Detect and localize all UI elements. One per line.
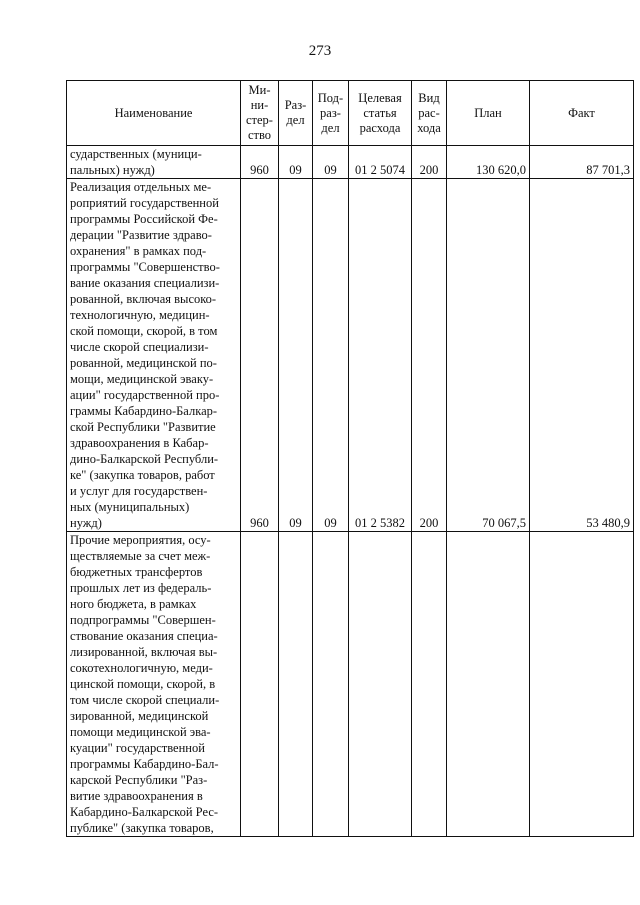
row-expense xyxy=(412,532,447,837)
header-target: Целевая статья расхода xyxy=(349,81,412,146)
row-section xyxy=(279,532,313,837)
row-plan: 130 620,0 xyxy=(447,146,530,179)
budget-table xyxy=(66,80,634,837)
table-row xyxy=(67,532,634,837)
header-section: Раз- дел xyxy=(279,81,313,146)
table-header-row xyxy=(67,81,634,146)
row-name: Прочие мероприятия, осу- ществляемые за счет меж- бюджетных трансфертов прошлых лет из федераль- ного бюджета, в рамках подпрограммы "Совершен- ствование оказания специа- лизированной, включая вы- сокотехнологичную, меди- цинской помощи, скорой, в том числе скорой специали- зированной, медицинской помощи медицинской эва- куации" государственной программы Кабардино-Бал- карской Республики "Раз- витие здравоохранения в Кабардино-Балкарской Рес- публике" (закупка товаров, xyxy=(67,532,241,837)
row-name: Реализация отдельных ме- роприятий государственной программы Российской Фе- дерации "Развитие здраво- охранения" в рамках под- программы "Совершенство- вание оказания специализи- рованной, включая высоко- технологичную, медицин- ской помощи, скорой, в том числе скорой специализи- рованной, медицинской по- мощи, медицинской эваку- ации" государственной про- граммы Кабардино-Балкар- ской Республики "Развитие здравоохранения в Кабар- дино-Балкарской Республи- ке" (закупка товаров, работ и услуг для государствен- ных (муниципальных) нужд) xyxy=(67,179,241,532)
row-fact: 53 480,9 xyxy=(530,179,634,532)
header-subsection: Под- раз- дел xyxy=(313,81,349,146)
header-fact: Факт xyxy=(530,81,634,146)
row-expense: 200 xyxy=(412,179,447,532)
row-target xyxy=(349,532,412,837)
row-plan: 70 067,5 xyxy=(447,179,530,532)
table-row xyxy=(67,179,634,532)
header-name: Наименование xyxy=(67,81,241,146)
header-expense: Вид рас- хода xyxy=(412,81,447,146)
row-section: 09 xyxy=(279,179,313,532)
header-ministry: Ми- ни- стер- ство xyxy=(241,81,279,146)
page-number: 273 xyxy=(308,43,332,59)
row-fact xyxy=(530,532,634,837)
row-ministry xyxy=(241,532,279,837)
row-expense: 200 xyxy=(412,146,447,179)
row-subsection xyxy=(313,532,349,837)
row-target: 01 2 5382 xyxy=(349,179,412,532)
row-target: 01 2 5074 xyxy=(349,146,412,179)
row-ministry: 960 xyxy=(241,146,279,179)
row-subsection: 09 xyxy=(313,179,349,532)
row-plan xyxy=(447,532,530,837)
row-section: 09 xyxy=(279,146,313,179)
row-name: сударственных (муници- пальных) нужд) xyxy=(67,146,241,179)
table-row xyxy=(67,146,634,179)
row-fact: 87 701,3 xyxy=(530,146,634,179)
row-ministry: 960 xyxy=(241,179,279,532)
header-plan: План xyxy=(447,81,530,146)
row-subsection: 09 xyxy=(313,146,349,179)
